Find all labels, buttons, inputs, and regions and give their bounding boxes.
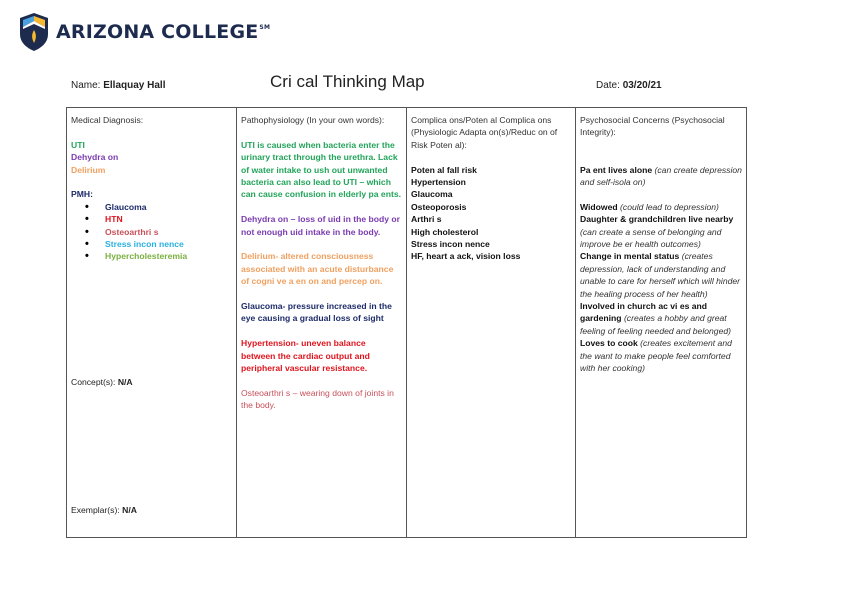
psychosocial-item [580, 250, 742, 300]
logo-wordmark [56, 21, 270, 43]
pathophysiology-entry: Glaucoma- pressure increased in the eye causing a gradual loss of sight [241, 301, 392, 324]
page-title: Cri cal Thinking Map [270, 72, 425, 91]
spacer [241, 288, 402, 300]
pmh-item: • HTN [93, 213, 232, 225]
diagnosis-item: UTI [71, 139, 85, 150]
shield-icon [18, 12, 50, 52]
name-value: Ellaquay Hall [103, 80, 166, 91]
pmh-list [71, 201, 232, 263]
psychosocial-title: Involved in church ac vi es and gardening [580, 301, 708, 324]
date-value: 03/20/21 [622, 80, 662, 91]
diagnosis-list [71, 139, 232, 176]
psychosocial-note: (creates excitement and the want to make people feel comforted with her cooking) [580, 338, 732, 374]
date [596, 80, 662, 91]
complication-item: Hypertension [411, 177, 466, 188]
spacer [241, 325, 402, 337]
concepts [71, 376, 133, 388]
diagnosis-item: Dehydra on [71, 152, 119, 163]
exemplars [71, 504, 137, 516]
college-logo [18, 12, 270, 52]
pathophysiology-entry: Hypertension- uneven balance between the cardiac output and peripheral vascular resistance. [241, 338, 370, 374]
pathophysiology-cell [237, 108, 407, 538]
complications-list [411, 164, 571, 263]
psychosocial-note: (creates a hobby and great feeling of feeling needed and belonged) [580, 313, 731, 336]
complication-item: Poten al fall risk [411, 164, 477, 175]
complication-item: Stress incon nence [411, 239, 490, 250]
psychosocial-list [580, 164, 742, 375]
pathophysiology-entry: Delirium- altered consciousness associated with an acute disturbance of cogni ve a en on and percep on. [241, 251, 394, 287]
concepts-value: N/A [117, 377, 133, 387]
psychosocial-title: Widowed [580, 201, 618, 212]
logo-name: ARIZONA COLLEGE [56, 21, 259, 43]
spacer [241, 238, 402, 250]
psychosocial-cell [576, 108, 747, 538]
student-name [71, 80, 165, 91]
pathophysiology-label: Pathophysiology (In your own words): [241, 115, 385, 125]
logo-trademark: SM [259, 24, 271, 31]
psychosocial-item [580, 201, 742, 213]
psychosocial-note: (can create a sense of belonging and improve be er health outcomes) [580, 226, 722, 250]
concepts-label: Concept(s): [71, 377, 116, 387]
spacer [580, 188, 742, 200]
complication-item: High cholesterol [411, 226, 479, 237]
pmh-item: • Glaucoma [93, 201, 232, 213]
spacer [241, 201, 402, 213]
psychosocial-note: (creates depression, lack of understanding and unable to care for herself which will hinder the healing process of her health) [580, 251, 741, 299]
complication-item: Osteoporosis [411, 201, 467, 212]
name-label: Name: [71, 80, 101, 91]
complications-label: Complica ons/Poten al Complica ons (Physiologic Adapta on(s)/Reduc on of Risk Poten al): [411, 115, 558, 150]
pathophysiology-entry: Osteoarthri s – wearing down of joints in the body. [241, 387, 394, 411]
psychosocial-item [580, 164, 742, 189]
psychosocial-title: Pa ent lives alone [580, 164, 653, 175]
exemplars-value: N/A [122, 505, 137, 515]
psychosocial-title: Loves to cook [580, 338, 638, 349]
complication-item: Glaucoma [411, 189, 453, 200]
psychosocial-note: (could lead to depression) [620, 201, 719, 212]
pmh-label: PMH: [71, 189, 93, 200]
pmh-item: • Hypercholesteremia [93, 250, 232, 262]
psychosocial-note: (can create depression and self-isola on) [580, 164, 742, 187]
complications-cell [407, 108, 576, 538]
complication-item: Arthri s [411, 214, 442, 225]
psychosocial-item [580, 337, 742, 374]
pathophysiology-entry: Dehydra on – loss of uid in the body or not enough uid intake in the body. [241, 214, 400, 237]
pmh-item: • Osteoarthri s [93, 226, 232, 238]
complication-item: HF, heart a ack, vision loss [411, 251, 521, 262]
diagnosis-cell [67, 108, 237, 538]
psychosocial-label: Psychosocial Concerns (Psychosocial Integrity): [580, 115, 725, 138]
diagnosis-item: Delirium [71, 164, 106, 175]
psychosocial-item [580, 300, 742, 337]
psychosocial-title: Daughter & grandchildren live nearby [580, 214, 734, 225]
critical-thinking-map-table [66, 107, 747, 538]
psychosocial-title: Change in mental status [580, 251, 680, 262]
pathophysiology-entry: UTI is caused when bacteria enter the urinary tract through the urethra. Lack of water intake to ush out unwanted bacteria can also lead to UTI – which can cause confusion in elderly pa ents. [241, 139, 401, 200]
pmh-item: • Stress incon nence [93, 238, 232, 250]
psychosocial-item [580, 213, 742, 250]
medical-diagnosis-label: Medical Diagnosis: [71, 115, 144, 125]
exemplars-label: Exemplar(s): [71, 505, 120, 515]
spacer [241, 374, 402, 386]
date-label: Date: [596, 80, 620, 91]
pathophysiology-list [241, 139, 402, 412]
